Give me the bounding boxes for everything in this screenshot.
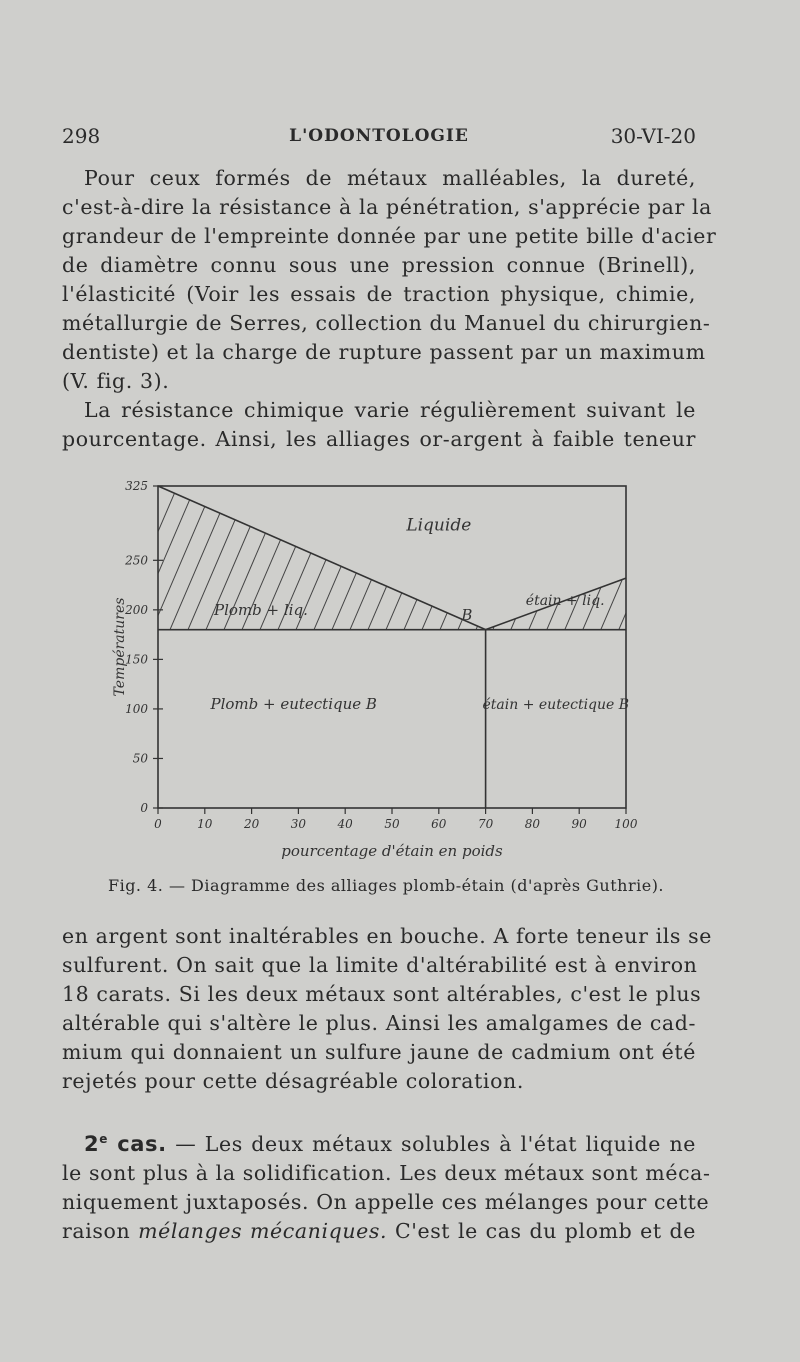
x-tick-label: 60 <box>431 817 447 831</box>
text-line: Pour ceux formés de métaux malléables, la dureté, <box>84 166 696 190</box>
y-tick-label: 325 <box>125 479 148 493</box>
text-line <box>62 1125 696 1159</box>
x-tick-label: 40 <box>337 817 353 831</box>
text-segment: raison <box>62 1219 131 1243</box>
y-tick-label: 50 <box>132 751 148 766</box>
y-tick-label: 0 <box>140 801 148 815</box>
text-segment: C'est le cas du plomb et de <box>394 1219 696 1243</box>
case-label <box>84 1132 167 1156</box>
x-tick-label: 0 <box>154 817 162 831</box>
text-line: grandeur de l'empreinte donnée par une petite bille d'acier <box>62 224 717 248</box>
hatch-line <box>637 490 650 630</box>
text-line: de diamètre connu sous une pression connue (Brinell), <box>62 253 696 277</box>
hatch-line <box>350 490 410 630</box>
phase-diagram-figure <box>110 478 650 868</box>
x-tick-label: 80 <box>524 817 541 831</box>
x-tick-label: 50 <box>384 817 400 831</box>
region-label-lead-eutectic: Plomb + eutectique B <box>210 694 377 713</box>
region-label-tin-liquid: étain + liq. <box>525 592 605 609</box>
text-line: en argent sont inaltérables en bouche. A forte teneur ils se <box>62 924 713 948</box>
paragraph-chemical-resistance <box>62 396 696 454</box>
text-line: dentiste) et la charge de rupture passent par un maximum <box>62 340 706 364</box>
text-line: altérable qui s'altère le plus. Ainsi les amalgames de cad- <box>62 1011 696 1035</box>
figure-caption: Fig. 4. — Diagramme des alliages plomb-étain (d'après Guthrie). <box>107 876 665 895</box>
y-tick-label: 250 <box>125 553 148 568</box>
hatch-line <box>368 490 428 630</box>
text-line: niquement juxtaposés. On appelle ces mélanges pour cette <box>62 1190 710 1214</box>
hatch-line <box>422 490 482 630</box>
case-number-suffix: e <box>99 1132 108 1146</box>
plot-frame <box>158 486 626 808</box>
hatch-line <box>404 490 464 630</box>
x-tick-label: 10 <box>197 817 213 831</box>
text-line: mium qui donnaient un sulfure jaune de cadmium ont été <box>62 1040 696 1064</box>
y-tick-label: 100 <box>125 701 148 716</box>
text-line: l'élasticité (Voir les essais de traction physique, chimie, <box>62 282 696 306</box>
phase-diagram-chart <box>110 478 650 868</box>
running-header <box>62 124 696 154</box>
italic-term: mélanges mécaniques. <box>138 1219 388 1243</box>
text-line: 18 carats. Si les deux métaux sont altérables, c'est le plus <box>62 982 702 1006</box>
region-label-tin-eutectic: étain + eutectique B <box>482 696 630 713</box>
hatch-line <box>152 490 212 630</box>
page-number: 298 <box>62 124 101 148</box>
y-tick-label: 150 <box>125 652 148 667</box>
phase-boundary-line <box>158 486 486 630</box>
hatch-line <box>314 490 374 630</box>
text-line: sulfurent. On sait que la limite d'altérabilité est à environ <box>62 953 698 977</box>
x-tick-label: 20 <box>243 817 260 831</box>
text-line: c'est-à-dire la résistance à la pénétration, s'apprécie par la <box>62 195 712 219</box>
x-axis-label: pourcentage d'étain en poids <box>281 842 503 860</box>
paragraph-second-case <box>62 1125 711 1246</box>
text-line <box>62 1217 696 1246</box>
x-tick-label: 100 <box>614 817 638 831</box>
text-line: métallurgie de Serres, collection du Manuel du chirurgien- <box>62 311 711 335</box>
lead-liquid-hatching <box>110 490 554 630</box>
text-line: La résistance chimique varie régulièrement suivant le <box>84 398 696 422</box>
text-line: (V. fig. 3). <box>62 369 170 393</box>
eutectic-point-label: B <box>461 605 473 624</box>
text-line: pourcentage. Ainsi, les alliages or-argent à faible teneur <box>62 427 696 451</box>
x-tick-label: 90 <box>571 817 587 831</box>
case-number: 2 <box>84 1132 100 1156</box>
paragraph-hardness <box>62 164 717 396</box>
region-label-liquid: Liquide <box>406 515 472 536</box>
issue-date: 30-VI-20 <box>610 124 696 148</box>
region-label-lead-liquid: Plomb + liq. <box>214 600 308 619</box>
x-tick-label: 30 <box>290 817 307 831</box>
hatch-line <box>332 490 392 630</box>
y-axis-label: Températures <box>112 597 128 697</box>
x-tick-label: 70 <box>477 817 494 831</box>
text-line: rejetés pour cette désagréable coloration. <box>62 1069 524 1093</box>
paragraph-silver-alloys <box>62 922 713 1096</box>
text-line: le sont plus à la solidification. Les deux métaux sont méca- <box>62 1161 711 1185</box>
y-tick-label: 200 <box>125 602 148 617</box>
hatch-line <box>619 490 650 630</box>
case-word: cas. <box>117 1132 167 1156</box>
case-text: — Les deux métaux solubles à l'état liquide ne <box>175 1132 697 1156</box>
journal-title: L'ODONTOLOGIE <box>289 126 469 146</box>
